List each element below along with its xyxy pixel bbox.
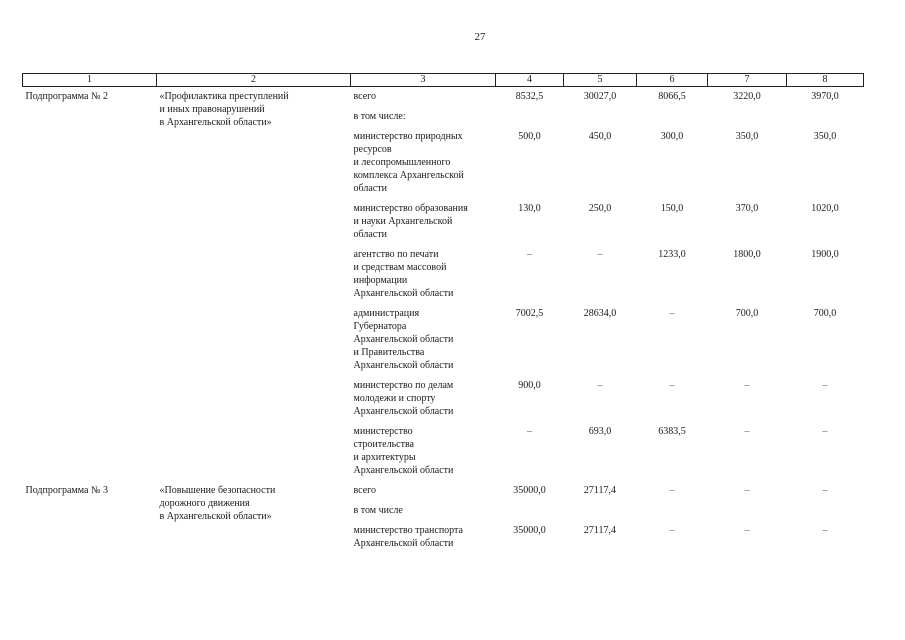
value-cell: 3970,0 [811, 91, 839, 102]
value-cell: – [597, 380, 603, 391]
value-cell: 700,0 [813, 308, 837, 319]
value-cell: – [669, 380, 675, 391]
value-cell [637, 501, 708, 521]
value-cell: – [527, 249, 532, 260]
column-header: 5 [564, 74, 637, 87]
page-number: 27 [474, 31, 486, 43]
value-cell: 1800,0 [733, 249, 761, 260]
row-label: министерство транспорта Архангельской области [353, 525, 463, 549]
value-cell [496, 107, 564, 127]
value-cell [637, 107, 708, 127]
value-cell [496, 501, 564, 521]
value-cell: 28634,0 [583, 308, 617, 319]
value-cell: 30027,0 [583, 91, 617, 102]
value-cell [708, 501, 787, 521]
value-cell: 35000,0 [513, 485, 546, 496]
value-cell: 1900,0 [811, 249, 839, 260]
value-cell: 1020,0 [811, 203, 839, 214]
value-cell: 7002,5 [515, 308, 544, 319]
value-cell: – [669, 485, 675, 496]
value-cell: – [597, 249, 603, 260]
value-cell [787, 501, 864, 521]
value-cell [787, 107, 864, 127]
table-row [23, 481, 864, 501]
value-cell: 35000,0 [513, 525, 546, 536]
value-cell: 27117,4 [583, 485, 617, 496]
row-label: в том числе [353, 505, 403, 516]
header-row [23, 74, 864, 87]
value-cell: 1233,0 [658, 249, 686, 260]
value-cell: – [822, 485, 828, 496]
value-cell: 693,0 [588, 426, 612, 437]
column-header: 8 [787, 74, 864, 87]
value-cell: – [669, 525, 675, 536]
value-cell: – [744, 426, 750, 437]
value-cell: – [822, 380, 828, 391]
table-row [23, 87, 864, 108]
row-label: министерство природных ресурсов и лесопромышленного комплекса Архангельской области [353, 131, 464, 194]
row-label: всего [353, 485, 377, 496]
value-cell: – [744, 380, 750, 391]
column-header: 2 [157, 74, 351, 87]
value-cell: 8066,5 [658, 91, 686, 102]
budget-table [22, 73, 864, 554]
value-cell: 130,0 [518, 203, 541, 214]
value-cell: 6383,5 [658, 426, 686, 437]
subprogram-title: «Профилактика преступлений и иных правонарушений в Архангельской области» [159, 91, 289, 128]
value-cell [708, 107, 787, 127]
column-header: 4 [496, 74, 564, 87]
value-cell: 900,0 [518, 380, 541, 391]
row-label: всего [353, 91, 377, 102]
value-cell: – [527, 426, 532, 437]
row-label: администрация Губернатора Архангельской области и Правительства Архангельской области [353, 308, 454, 371]
value-cell: – [744, 485, 750, 496]
value-cell: 150,0 [660, 203, 684, 214]
row-label: в том числе: [353, 111, 406, 122]
value-cell [564, 501, 637, 521]
value-cell: – [744, 525, 750, 536]
value-cell: – [822, 525, 828, 536]
value-cell: 300,0 [660, 131, 684, 142]
value-cell: 450,0 [588, 131, 612, 142]
subprogram-name: Подпрограмма № 2 [25, 91, 108, 102]
value-cell: – [822, 426, 828, 437]
value-cell: 27117,4 [583, 525, 617, 536]
value-cell: 350,0 [813, 131, 837, 142]
subprogram-name: Подпрограмма № 3 [25, 485, 108, 496]
value-cell: 370,0 [735, 203, 759, 214]
value-cell: 500,0 [518, 131, 541, 142]
value-cell: – [669, 308, 675, 319]
value-cell: 350,0 [735, 131, 759, 142]
row-label: министерство по делам молодежи и спорту Архангельской области [353, 380, 454, 417]
value-cell: 8532,5 [515, 91, 544, 102]
column-header: 6 [637, 74, 708, 87]
table-body [23, 87, 864, 555]
subprogram-title: «Повышение безопасности дорожного движения в Архангельской области» [159, 485, 276, 522]
value-cell: 3220,0 [733, 91, 761, 102]
value-cell [564, 107, 637, 127]
row-label: министерство образования и науки Архангельской области [353, 203, 468, 240]
column-header: 1 [23, 74, 157, 87]
value-cell: 250,0 [588, 203, 612, 214]
value-cell: 700,0 [735, 308, 759, 319]
row-label: агентство по печати и средствам массовой информации Архангельской области [353, 249, 454, 299]
column-header: 7 [708, 74, 787, 87]
row-label: министерство строительства и архитектуры Архангельской области [353, 426, 454, 476]
column-header: 3 [351, 74, 496, 87]
